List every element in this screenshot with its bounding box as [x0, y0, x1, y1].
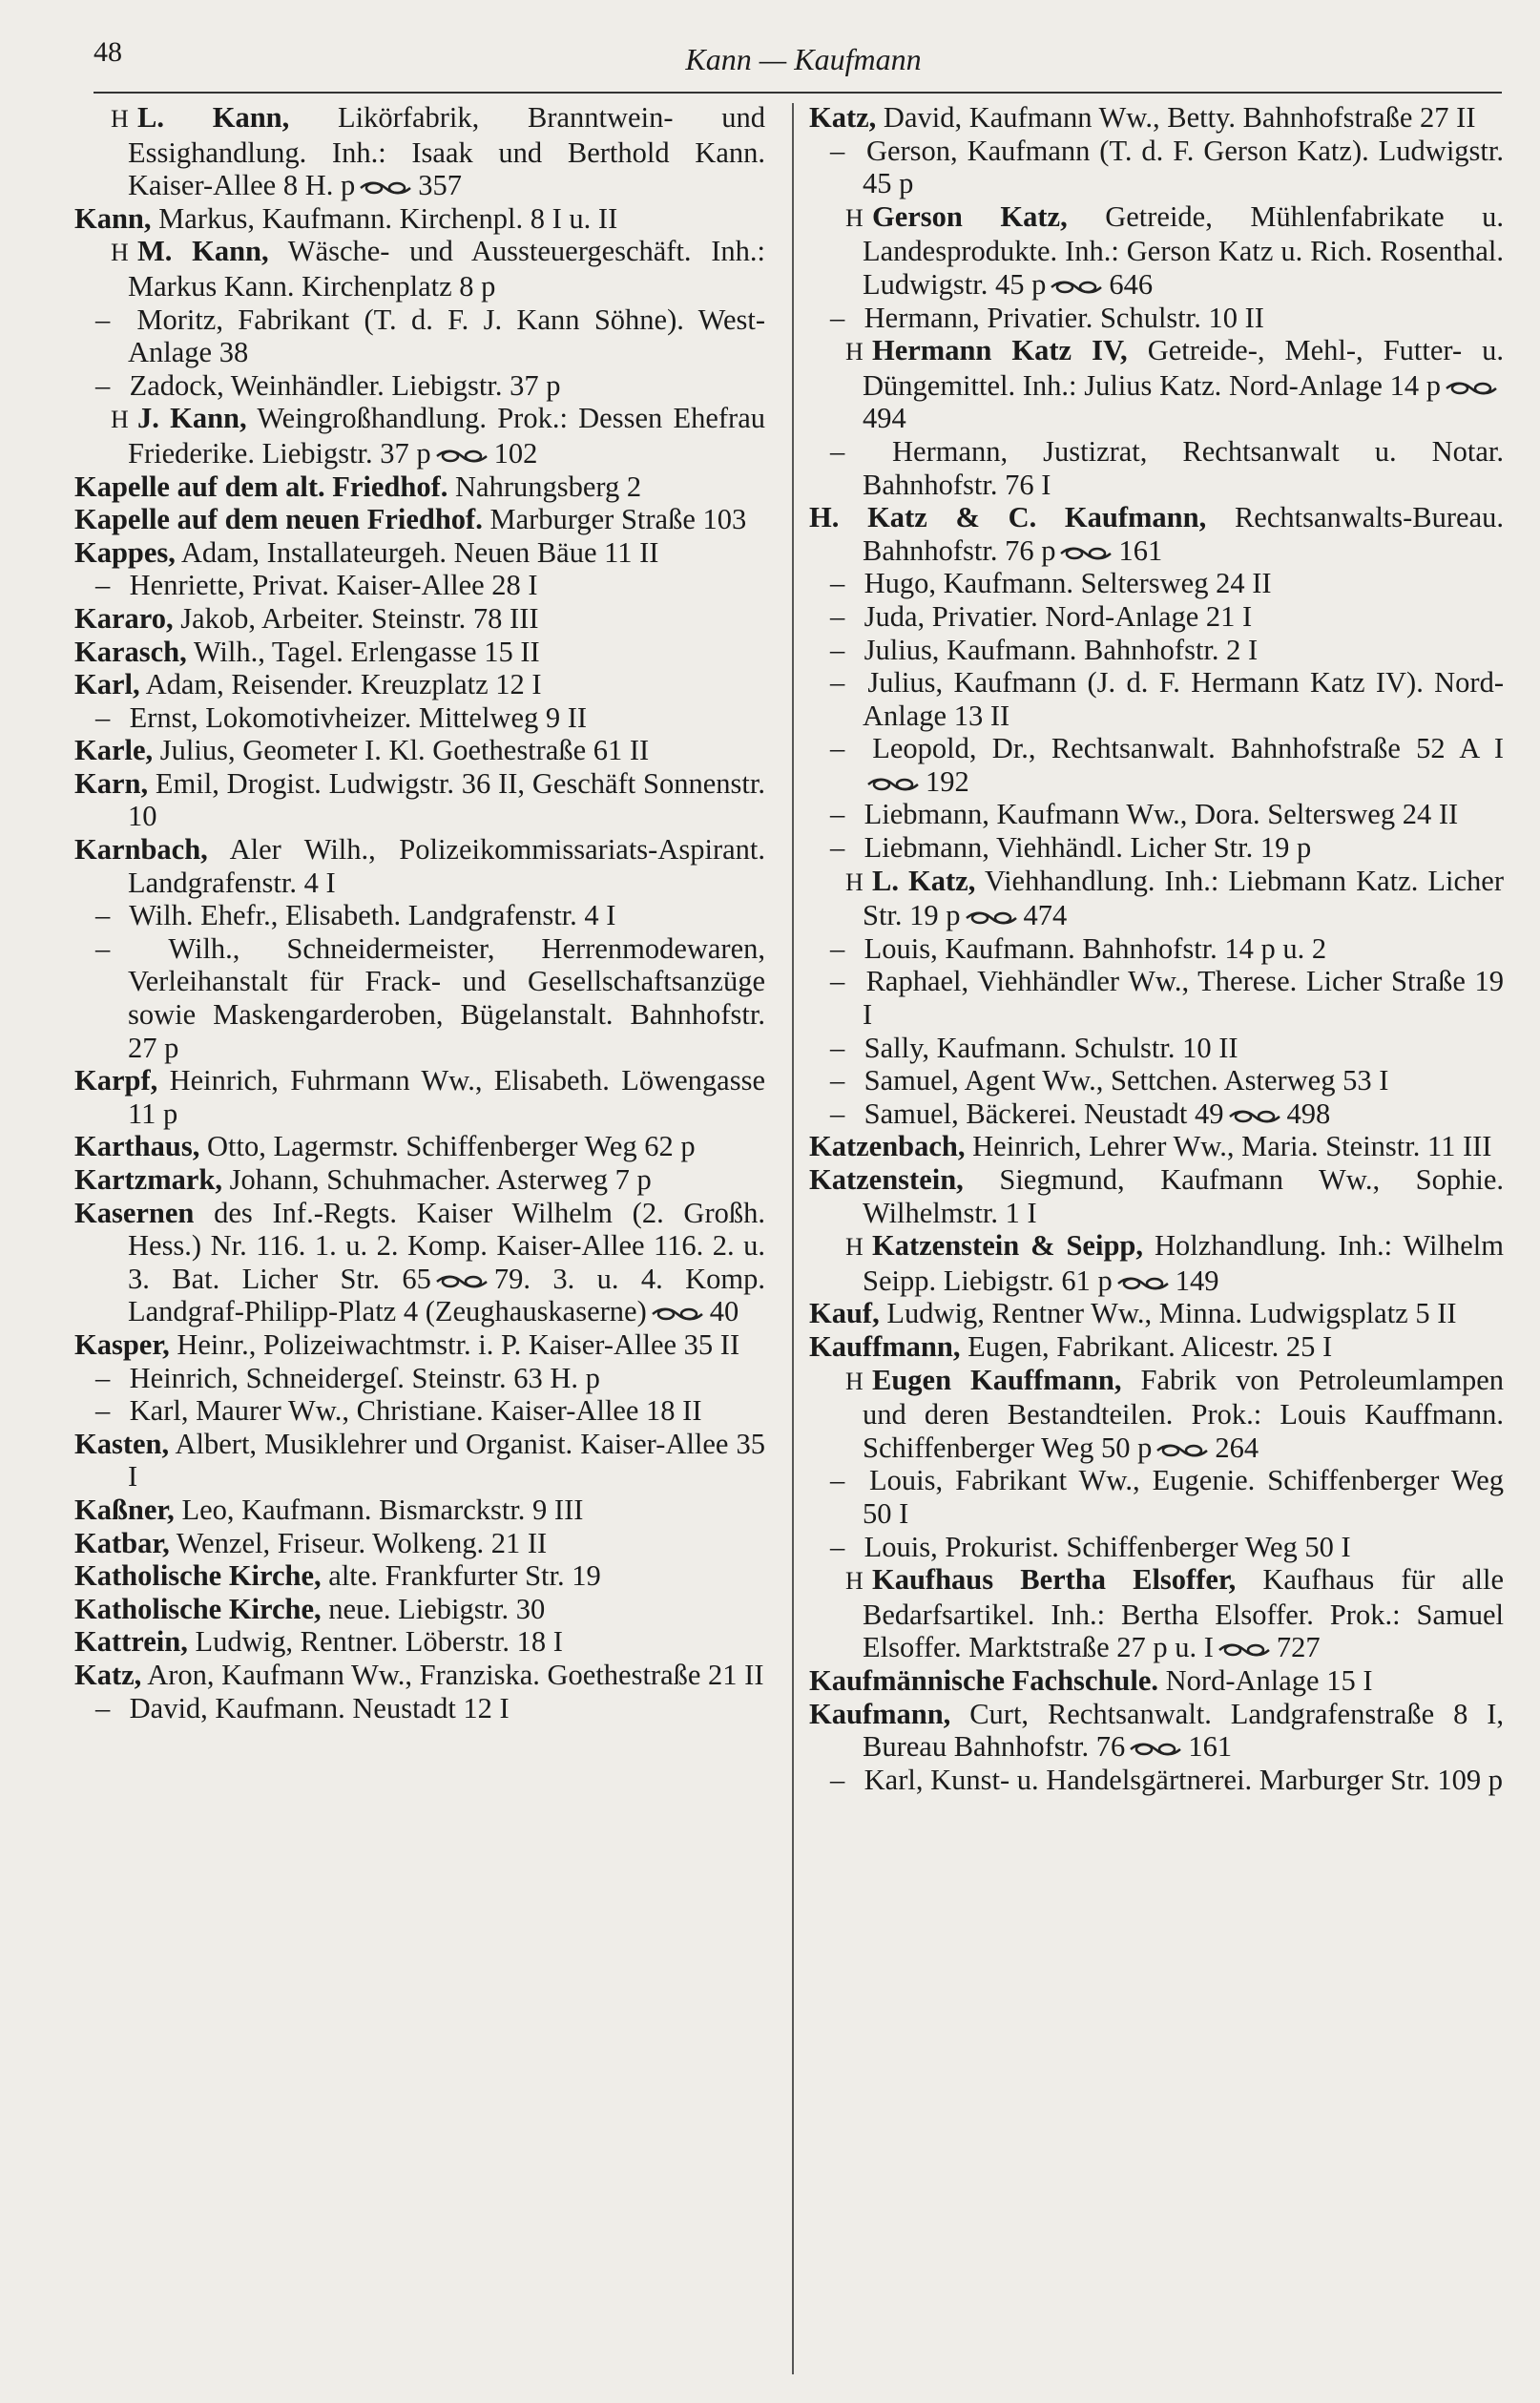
continuation-dash: –: [830, 567, 845, 600]
entry-details: Juda, Privatier. Nord-Anlage 21 I: [864, 599, 1253, 633]
directory-entry: [74, 1428, 765, 1494]
entry-name: Kappes,: [74, 535, 176, 569]
entry-name: Katzenstein & Seipp,: [872, 1229, 1143, 1263]
directory-entry: [74, 701, 765, 735]
directory-entry: [74, 1494, 765, 1527]
entry-details: Julius, Geometer I. Kl. Goethestraße 61 II: [153, 734, 650, 767]
telephone-icon: [435, 448, 489, 465]
phone-number: 161: [1188, 1730, 1233, 1764]
directory-entry: [74, 1625, 765, 1659]
entry-details: Wilh., Tagel. Erlengasse 15 II: [186, 635, 540, 668]
entry-details: Louis, Kaufmann. Bahnhofstr. 14 p u. 2: [864, 931, 1327, 965]
entry-details-continued: 3. u. 4. Komp. Landgraf-Philipp-Platz 4 (Zeughauskaserne): [128, 1262, 765, 1328]
entry-name: Kasernen: [74, 1196, 195, 1229]
directory-entry: [809, 1163, 1504, 1229]
entry-details: Henriette, Privat. Kaiser-Allee 28 I: [129, 569, 538, 602]
entry-name: Kann,: [74, 201, 152, 235]
telephone-icon: [651, 1306, 704, 1323]
entry-details: Holzhandlung. Inh.: Wilhelm Seipp. Liebigstr. 61 p: [863, 1229, 1504, 1297]
directory-entry: [74, 101, 765, 202]
entry-name: Kapelle auf dem alt. Friedhof.: [74, 470, 448, 503]
directory-entry: [809, 1531, 1504, 1564]
directory-entry: [74, 369, 765, 403]
entry-details: Louis, Fabrikant Ww., Eugenie. Schiffenberger Weg 50 I: [863, 1464, 1504, 1530]
directory-entry: [74, 235, 765, 303]
entry-details: Likörfabrik, Branntwein- und Essighandlung. Inh.: Isaak und Berthold Kann. Kaiser-Allee 8 H. p: [128, 101, 765, 202]
entry-name: J. Kann,: [137, 402, 247, 435]
entry-name: L. Kann,: [137, 101, 290, 134]
directory-entry: [74, 1197, 765, 1328]
entry-name: Karnbach,: [74, 833, 208, 867]
telephone-icon: [1445, 380, 1498, 397]
directory-entry: [74, 470, 765, 504]
directory-entry: [74, 1130, 765, 1163]
right-column: [809, 101, 1504, 1796]
directory-entry: [74, 536, 765, 570]
telephone-icon: [1155, 1442, 1209, 1459]
entry-details: Zadock, Weinhändler. Liebigstr. 37 p: [129, 368, 561, 402]
entry-details: David, Kaufmann. Neustadt 12 I: [129, 1691, 510, 1724]
directory-entry: [74, 668, 765, 701]
entry-name: Kapelle auf dem neuen Friedhof.: [74, 503, 483, 536]
directory-entry: [809, 135, 1504, 200]
directory-entry: [809, 1330, 1504, 1364]
entry-details: Weingroßhandlung. Prok.: Dessen Ehefrau Friederike. Liebigstr. 37 p: [128, 402, 765, 470]
entry-details: Kaufhaus für alle Bedarfsartikel. Inh.: Bertha Elsoffer. Prok.: Samuel Elsoffer. Marktstraße 27 p u. I: [863, 1563, 1505, 1664]
directory-entry: [74, 833, 765, 899]
entry-name: Kauf,: [809, 1297, 880, 1330]
directory-entry: [74, 1593, 765, 1626]
entry-details: Marburger Straße 103: [482, 503, 747, 536]
continuation-dash: –: [95, 368, 111, 402]
entry-details: Heinrich, Lehrer Ww., Maria. Steinstr. 11 III: [965, 1130, 1492, 1163]
entry-details: alte. Frankfurter Str. 19: [321, 1559, 601, 1593]
directory-entry: [809, 567, 1504, 600]
directory-entry: [74, 1659, 765, 1692]
phone-number: 161: [1118, 533, 1163, 567]
directory-entry: [809, 1764, 1504, 1797]
entry-details: Samuel, Agent Ww., Settchen. Asterweg 53 I: [864, 1064, 1389, 1097]
directory-entry: [809, 1032, 1504, 1065]
continuation-dash: –: [95, 899, 111, 932]
directory-entry: [74, 932, 765, 1064]
directory-entry: [74, 602, 765, 636]
directory-entry: [809, 1563, 1504, 1664]
entry-details: Nahrungsberg 2: [447, 470, 642, 503]
directory-entry: [809, 1698, 1504, 1764]
entry-name: H. Katz & C. Kaufmann,: [809, 501, 1207, 534]
directory-entry: [809, 501, 1504, 567]
entry-name: Katzenbach,: [809, 1130, 966, 1163]
entry-details: Julius, Kaufmann. Bahnhofstr. 2 I: [864, 633, 1259, 666]
directory-entry: [809, 634, 1504, 667]
directory-entry: [74, 202, 765, 236]
entry-details: Karl, Kunst- u. Handelsgärtnerei. Marburger Str. 109 p: [864, 1763, 1504, 1796]
entry-details: Nord-Anlage 15 I: [1158, 1663, 1373, 1697]
phone-number: 646: [1109, 267, 1154, 301]
entry-name: Katholische Kirche,: [74, 1592, 322, 1625]
trade-register-marker: H: [845, 338, 864, 366]
phone-number: 149: [1175, 1264, 1219, 1297]
directory-entry: [809, 1130, 1504, 1163]
telephone-icon: [1059, 545, 1113, 562]
trade-register-marker: H: [111, 239, 129, 267]
entry-details: Markus, Kaufmann. Kirchenpl. 8 I u. II: [151, 201, 618, 235]
entry-name: Kasper,: [74, 1327, 170, 1361]
left-column: [74, 101, 765, 1724]
phone-number: 79.: [493, 1262, 531, 1295]
entry-details: Emil, Drogist. Ludwigstr. 36 II, Geschäft Sonnenstr. 10: [128, 766, 765, 833]
entry-details: Jakob, Arbeiter. Steinstr. 78 III: [173, 601, 539, 635]
continuation-dash: –: [830, 798, 845, 831]
entry-details: Louis, Prokurist. Schiffenberger Weg 50 I: [864, 1530, 1351, 1563]
directory-entry: [74, 402, 765, 470]
trade-register-marker: H: [845, 867, 864, 896]
directory-entry: [809, 600, 1504, 634]
entry-details: Moritz, Fabrikant (T. d. F. J. Kann Söhne). West-Anlage 38: [128, 303, 766, 369]
entry-details: Sally, Kaufmann. Schulstr. 10 II: [864, 1031, 1238, 1064]
continuation-dash: –: [830, 1763, 845, 1796]
trade-register-marker: H: [845, 1567, 864, 1596]
entry-name: Kararo,: [74, 601, 174, 635]
entry-details: Samuel, Bäckerei. Neustadt 49: [864, 1097, 1224, 1130]
entry-name: Kaufhaus Bertha Elsoffer,: [872, 1563, 1237, 1597]
entry-details: Getreide, Mühlenfabrikate u. Landesprodukte. Inh.: Gerson Katz u. Rich. Rosenthal. Ludwigstr. 45 p: [863, 199, 1504, 301]
entry-name: Gerson Katz,: [872, 199, 1068, 233]
continuation-dash: –: [95, 303, 111, 336]
entry-details: Leo, Kaufmann. Bismarckstr. 9 III: [174, 1493, 584, 1526]
directory-entry: [74, 1064, 765, 1130]
entry-name: Katbar,: [74, 1526, 170, 1559]
continuation-dash: –: [95, 569, 111, 602]
entry-details: Wilh., Schneidermeister, Herrenmodewaren, Verleihanstalt für Frack- und Gesellschaftsanzüge sowie Maskengarderoben, Bügelanstalt. Bahnhofstr. 27 p: [128, 931, 765, 1064]
phone-number: 498: [1286, 1097, 1331, 1130]
directory-entry: [809, 1229, 1504, 1297]
continuation-dash: –: [95, 931, 111, 965]
trade-register-marker: H: [111, 105, 129, 133]
directory-entry: [74, 1328, 765, 1362]
entry-details: Ludwig, Rentner. Löberstr. 18 I: [187, 1625, 563, 1659]
entry-details: Adam, Reisender. Kreuzplatz 12 I: [139, 668, 542, 701]
entry-name: Eugen Kauffmann,: [872, 1363, 1122, 1396]
trade-register-marker: H: [845, 1233, 864, 1262]
entry-details: Liebmann, Kaufmann Ww., Dora. Seltersweg 24 II: [864, 798, 1459, 831]
phone-number: 474: [1023, 899, 1068, 932]
entry-details: Otto, Lagermstr. Schiffenberger Weg 62 p: [199, 1130, 696, 1163]
entry-details: Getreide-, Mehl-, Futter- u. Düngemittel. Inh.: Julius Katz. Nord-Anlage 14 p: [863, 334, 1504, 402]
entry-details: Aron, Kaufmann Ww., Franziska. Goethestraße 21 II: [141, 1658, 764, 1691]
entry-details: Albert, Musiklehrer und Organist. Kaiser-Allee 35 I: [128, 1427, 765, 1494]
entry-name: Kasten,: [74, 1427, 170, 1460]
directory-entry: [74, 767, 765, 833]
directory-entry: [809, 865, 1504, 932]
entry-name: Katzenstein,: [809, 1163, 964, 1196]
entry-name: Kauffmann,: [809, 1329, 961, 1363]
phone-number: 40: [709, 1295, 739, 1328]
entry-details: Hermann, Justizrat, Rechtsanwalt u. Notar. Bahnhofstr. 76 I: [863, 434, 1504, 501]
entry-details: Heinrich, Fuhrmann Ww., Elisabeth. Löwengasse 11 p: [128, 1064, 765, 1130]
entry-name: Katz,: [809, 101, 877, 134]
entry-name: Kattrein,: [74, 1625, 188, 1659]
continuation-dash: –: [830, 831, 845, 865]
entry-details: neue. Liebigstr. 30: [321, 1592, 546, 1625]
entry-details: Wenzel, Friseur. Wolkeng. 21 II: [169, 1526, 548, 1559]
entry-name: Katz,: [74, 1658, 142, 1691]
entry-details: Johann, Schuhmacher. Asterweg 7 p: [222, 1163, 652, 1196]
entry-details: Fabrik von Petroleumlampen und deren Bestandteilen. Prok.: Louis Kauffmann. Schiffenberger Weg 50 p: [863, 1363, 1504, 1464]
entry-details: Siegmund, Kaufmann Ww., Sophie. Wilhelmstr. 1 I: [863, 1163, 1504, 1229]
directory-entry: [809, 200, 1504, 302]
entry-details: des Inf.-Regts. Kaiser Wilhelm (2. Großh. Hess.) Nr. 116. 1. u. 2. Komp. Kaiser-Allee 116. 2. u. 3. Bat. Licher Str. 65: [128, 1196, 765, 1295]
directory-entry: [809, 965, 1504, 1031]
entry-details: Eugen, Fabrikant. Alicestr. 25 I: [960, 1329, 1333, 1363]
entry-details: Gerson, Kaufmann (T. d. F. Gerson Katz). Ludwigstr. 45 p: [863, 134, 1504, 200]
entry-details: Raphael, Viehhändler Ww., Therese. Licher Straße 19 I: [863, 965, 1505, 1032]
directory-entry: [74, 734, 765, 767]
phone-number: 727: [1276, 1631, 1321, 1664]
continuation-dash: –: [830, 1031, 845, 1064]
directory-entry: [74, 899, 765, 932]
entry-details: Heinrich, Schneidergeſ. Steinstr. 63 H. p: [129, 1361, 600, 1394]
entry-details: Aler Wilh., Polizeikommissariats-Aspirant. Landgrafenstr. 4 I: [128, 833, 765, 899]
directory-entry: [809, 1064, 1504, 1097]
entry-details: Viehhandlung. Inh.: Liebmann Katz. Licher Str. 19 p: [863, 864, 1504, 932]
continuation-dash: –: [95, 1361, 111, 1394]
entry-name: Hermann Katz IV,: [872, 334, 1128, 367]
continuation-dash: –: [830, 1097, 845, 1130]
directory-entry: [809, 302, 1504, 335]
continuation-dash: –: [830, 434, 845, 468]
entry-name: Katholische Kirche,: [74, 1559, 322, 1593]
entry-details: Heinr., Polizeiwachtmstr. i. P. Kaiser-Allee 35 II: [169, 1327, 740, 1361]
phone-number: 357: [418, 169, 462, 202]
continuation-dash: –: [830, 732, 845, 765]
telephone-icon: [965, 909, 1018, 927]
continuation-dash: –: [830, 1530, 845, 1563]
continuation-dash: –: [95, 1394, 111, 1428]
telephone-icon: [359, 179, 412, 197]
trade-register-marker: H: [111, 406, 129, 434]
continuation-dash: –: [830, 931, 845, 965]
trade-register-marker: H: [845, 203, 864, 232]
entry-name: Karthaus,: [74, 1130, 200, 1163]
entry-name: L. Katz,: [872, 864, 976, 897]
entry-name: Karle,: [74, 734, 154, 767]
directory-entry: [809, 1364, 1504, 1465]
continuation-dash: –: [830, 1464, 845, 1497]
continuation-dash: –: [95, 1691, 111, 1724]
entry-details: Ernst, Lokomotivheizer. Mittelweg 9 II: [129, 700, 588, 734]
entry-name: Kaßner,: [74, 1493, 175, 1526]
entry-details: Julius, Kaufmann (J. d. F. Hermann Katz IV). Nord-Anlage 13 II: [863, 666, 1505, 732]
entry-details: Wäsche- und Aussteuergeschäft. Inh.: Markus Kann. Kirchenplatz 8 p: [128, 235, 766, 303]
continuation-dash: –: [830, 965, 845, 998]
entry-details: Curt, Rechtsanwalt. Landgrafenstraße 8 I, Bureau Bahnhofstr. 76: [863, 1697, 1504, 1764]
entry-name: Karpf,: [74, 1064, 158, 1097]
entry-details: Wilh. Ehefr., Elisabeth. Landgrafenstr. 4 I: [129, 899, 616, 932]
directory-entry: [809, 334, 1504, 435]
entry-name: Karasch,: [74, 635, 187, 668]
entry-details: Leopold, Dr., Rechtsanwalt. Bahnhofstraße 52 A I: [872, 732, 1504, 765]
directory-entry: [809, 732, 1504, 798]
directory-entry: [809, 1464, 1504, 1530]
directory-entry: [809, 798, 1504, 831]
telephone-icon: [1228, 1108, 1281, 1125]
column-divider: [792, 103, 794, 2374]
directory-entry: [74, 1692, 765, 1725]
directory-entry: [809, 932, 1504, 966]
telephone-icon: [1217, 1641, 1271, 1659]
continuation-dash: –: [95, 700, 111, 734]
directory-entry: [809, 101, 1504, 135]
directory-entry: [809, 1297, 1504, 1330]
directory-entry: [74, 569, 765, 602]
phone-number: 264: [1215, 1431, 1259, 1464]
directory-entry: [809, 831, 1504, 865]
entry-name: Kaufmann,: [809, 1697, 951, 1730]
entry-details: Adam, Installateurgeh. Neuen Bäue 11 II: [175, 535, 659, 569]
phone-number: 102: [493, 436, 538, 470]
directory-entry: [809, 666, 1504, 732]
directory-entry: [809, 1664, 1504, 1698]
continuation-dash: –: [830, 666, 845, 700]
phone-number: 494: [863, 402, 906, 435]
continuation-dash: –: [830, 134, 845, 167]
telephone-icon: [1116, 1275, 1170, 1292]
directory-entry: [74, 1559, 765, 1593]
entry-name: M. Kann,: [137, 235, 269, 268]
directory-entry: [74, 1527, 765, 1560]
entry-details: Hugo, Kaufmann. Seltersweg 24 II: [864, 567, 1272, 600]
entry-details: Ludwig, Rentner Ww., Minna. Ludwigsplatz 5 II: [879, 1297, 1457, 1330]
directory-entry: [809, 1097, 1504, 1131]
entry-details: Rechtsanwalts-Bureau. Bahnhofstr. 76 p: [863, 501, 1505, 567]
entry-details: Hermann, Privatier. Schulstr. 10 II: [864, 301, 1264, 334]
telephone-icon: [866, 776, 920, 793]
trade-register-marker: H: [845, 1367, 864, 1395]
directory-entry: [74, 303, 765, 369]
page-number: 48: [94, 36, 122, 68]
directory-entry: [74, 636, 765, 669]
continuation-dash: –: [830, 301, 845, 334]
entry-details: Karl, Maurer Ww., Christiane. Kaiser-Allee 18 II: [129, 1394, 702, 1428]
directory-entry: [74, 503, 765, 536]
telephone-icon: [1129, 1741, 1182, 1758]
continuation-dash: –: [830, 633, 845, 666]
entry-details: David, Kaufmann Ww., Betty. Bahnhofstraße 27 II: [876, 101, 1476, 134]
telephone-icon: [1050, 279, 1103, 296]
directory-entry: [74, 1362, 765, 1395]
entry-details: Liebmann, Viehhändl. Licher Str. 19 p: [864, 831, 1312, 865]
directory-entry: [74, 1394, 765, 1428]
running-head: Kann — Kaufmann: [685, 42, 922, 76]
entry-name: Karn,: [74, 766, 149, 800]
directory-entry: [809, 435, 1504, 501]
header-rule: [94, 92, 1502, 94]
directory-entry: [74, 1163, 765, 1197]
telephone-icon: [435, 1273, 489, 1290]
continuation-dash: –: [830, 1064, 845, 1097]
phone-number: 192: [926, 764, 969, 798]
entry-name: Kartzmark,: [74, 1163, 222, 1196]
continuation-dash: –: [830, 599, 845, 633]
entry-name: Karl,: [74, 668, 140, 701]
entry-name: Kaufmännische Fachschule.: [809, 1663, 1159, 1697]
